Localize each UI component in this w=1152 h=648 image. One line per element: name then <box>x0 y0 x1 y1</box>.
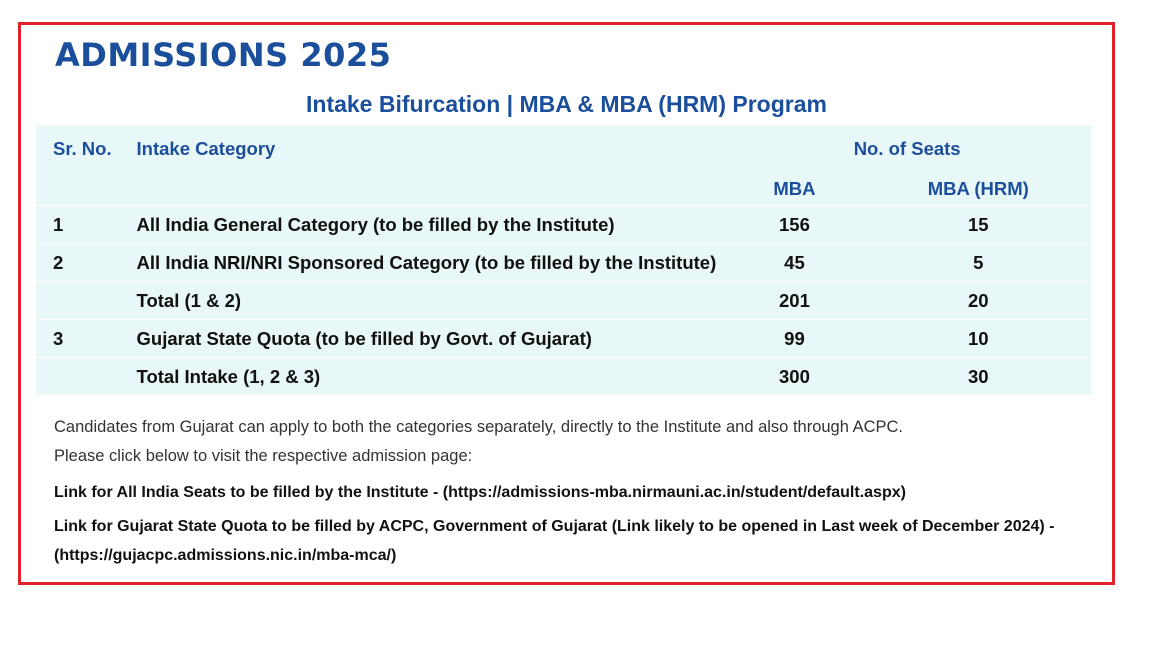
row-mba-hrm-seats: 30 <box>866 358 1091 396</box>
row-mba-hrm-seats: 5 <box>866 244 1091 282</box>
subheader-empty <box>36 173 137 206</box>
row-mba-seats: 156 <box>723 206 865 244</box>
row-category: All India General Category (to be filled by the Institute) <box>137 206 724 244</box>
table-header-row <box>36 125 1091 173</box>
row-mba-seats: 99 <box>723 320 865 358</box>
table-row <box>36 320 1091 358</box>
table-row <box>36 206 1091 244</box>
row-category: Gujarat State Quota (to be filled by Govt. of Gujarat) <box>137 320 724 358</box>
intake-table <box>36 125 1091 395</box>
header-mba: MBA <box>723 173 865 206</box>
row-category: Total (1 & 2) <box>137 282 724 320</box>
table-row-total <box>36 282 1091 320</box>
admission-notes <box>54 413 1094 570</box>
table-row <box>36 244 1091 282</box>
header-no-of-seats: No. of Seats <box>853 138 961 159</box>
page-title: ADMISSIONS 2025 <box>55 36 392 74</box>
row-sr-no: 3 <box>36 320 137 358</box>
row-mba-hrm-seats: 15 <box>866 206 1091 244</box>
row-mba-hrm-seats: 20 <box>866 282 1091 320</box>
row-mba-seats: 201 <box>723 282 865 320</box>
row-sr-no: 2 <box>36 244 137 282</box>
link-gujarat-state-quota[interactable]: Link for Gujarat State Quota to be filled by ACPC, Government of Gujarat (Link likely to be opened in Last week of December 2024) - (https://gujacpc.admissions.nic.in/mba-mca/) <box>54 518 1055 564</box>
row-mba-hrm-seats: 10 <box>866 320 1091 358</box>
table-caption: Intake Bifurcation | MBA & MBA (HRM) Program <box>306 91 827 117</box>
row-sr-no <box>36 282 137 320</box>
header-intake-category: Intake Category <box>136 138 276 159</box>
row-sr-no: 1 <box>36 206 137 244</box>
note-gujarat-candidates: Candidates from Gujarat can apply to both the categories separately, directly to the Institute and also through ACPC. <box>54 418 904 436</box>
row-category: Total Intake (1, 2 & 3) <box>137 358 724 396</box>
row-mba-seats: 300 <box>723 358 865 396</box>
header-mba-hrm: MBA (HRM) <box>866 173 1091 206</box>
admissions-panel <box>18 22 1115 585</box>
note-click-below: Please click below to visit the respective admission page: <box>54 447 473 465</box>
row-mba-seats: 45 <box>723 244 865 282</box>
row-category: All India NRI/NRI Sponsored Category (to be filled by the Institute) <box>137 244 724 282</box>
header-sr-no: Sr. No. <box>53 138 112 159</box>
link-all-india-seats[interactable]: Link for All India Seats to be filled by the Institute - (https://admissions-mba.nirmauni.ac.in/student/default.aspx) <box>54 484 906 501</box>
subheader-empty <box>137 173 724 206</box>
row-sr-no <box>36 358 137 396</box>
table-subheader-row <box>36 173 1091 206</box>
table-row-total-intake <box>36 358 1091 396</box>
